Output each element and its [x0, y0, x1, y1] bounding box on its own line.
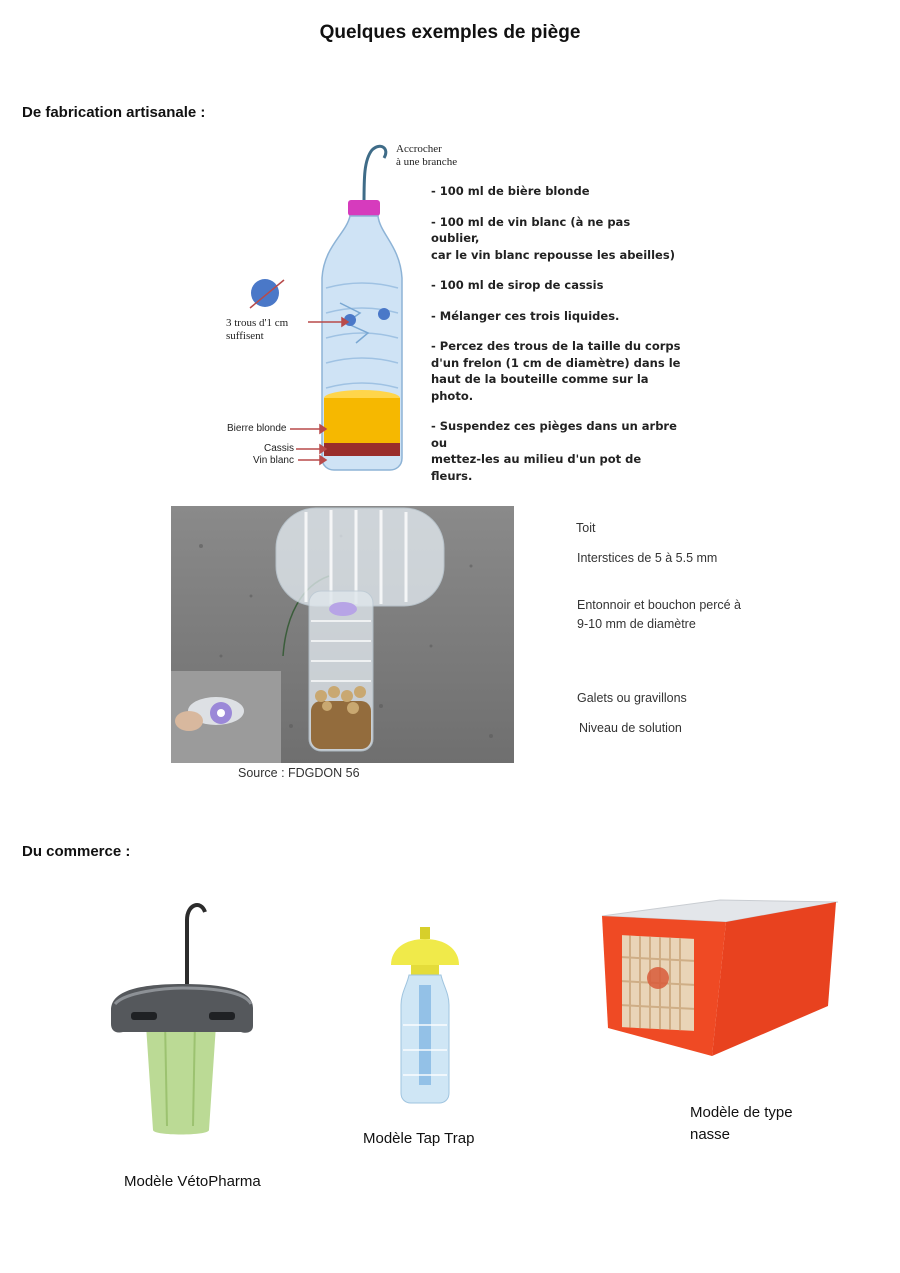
recipe-list	[431, 183, 681, 484]
funnel-cap	[329, 602, 357, 616]
vetopharma-trap-image	[105, 900, 260, 1140]
hook-wire	[364, 146, 386, 204]
cassis-layer	[324, 443, 400, 456]
recipe-item: - 100 ml de bière blonde	[431, 184, 590, 198]
recipe-item: - Suspendez ces pièges dans un arbre ou mettez-les au milieu d'un pot de fleurs.	[431, 419, 677, 483]
label-funnel: Entonnoir et bouchon percé à 9-10 mm de diamètre	[577, 598, 742, 631]
section-heading-commerce: Du commerce :	[22, 843, 131, 860]
recipe-item: - Mélanger ces trois liquides.	[431, 308, 620, 323]
section-heading-artisanal: De fabrication artisanale :	[22, 104, 206, 121]
nasse-trap-image	[600, 896, 840, 1060]
solution	[311, 701, 371, 749]
page-title: Quelques exemples de piège	[319, 22, 581, 43]
caption-taptrap: Modèle Tap Trap	[363, 1130, 475, 1147]
recipe-item: - 100 ml de sirop de cassis	[431, 278, 604, 292]
label-wine: Vin blanc	[253, 455, 294, 466]
trap-photo	[171, 506, 514, 763]
caption-vetopharma: Modèle VétoPharma	[124, 1173, 261, 1190]
recipe-item: - Percez des trous de la taille du corps d'un frelon (1 cm de diamètre) dans le haut de la bouteille comme sur la photo.	[431, 339, 681, 403]
photo-source: Source : FDGDON 56	[238, 766, 360, 780]
holes-note: 3 trous d'1 cm suffisent	[226, 317, 289, 342]
recipe-item: - 100 ml de vin blanc (à ne pas oublier, car le vin blanc repousse les abeilles)	[431, 214, 675, 262]
hook	[187, 905, 205, 986]
label-roof: Toit	[576, 521, 596, 535]
yellow-cap	[391, 939, 459, 965]
taptrap-image	[385, 925, 465, 1105]
caption-nasse: Modèle de type nasse	[690, 1104, 793, 1143]
hole-marker	[378, 308, 390, 320]
hang-note: Accrocher à une branche	[396, 143, 458, 168]
beer-layer	[324, 398, 400, 443]
label-pebbles: Galets ou gravillons	[577, 691, 687, 705]
label-gaps: Interstices de 5 à 5.5 mm	[577, 551, 718, 565]
label-level: Niveau de solution	[579, 721, 682, 735]
bottle-cap	[348, 200, 380, 216]
label-cassis: Cassis	[264, 443, 295, 454]
label-beer: Bierre blonde	[227, 423, 287, 434]
